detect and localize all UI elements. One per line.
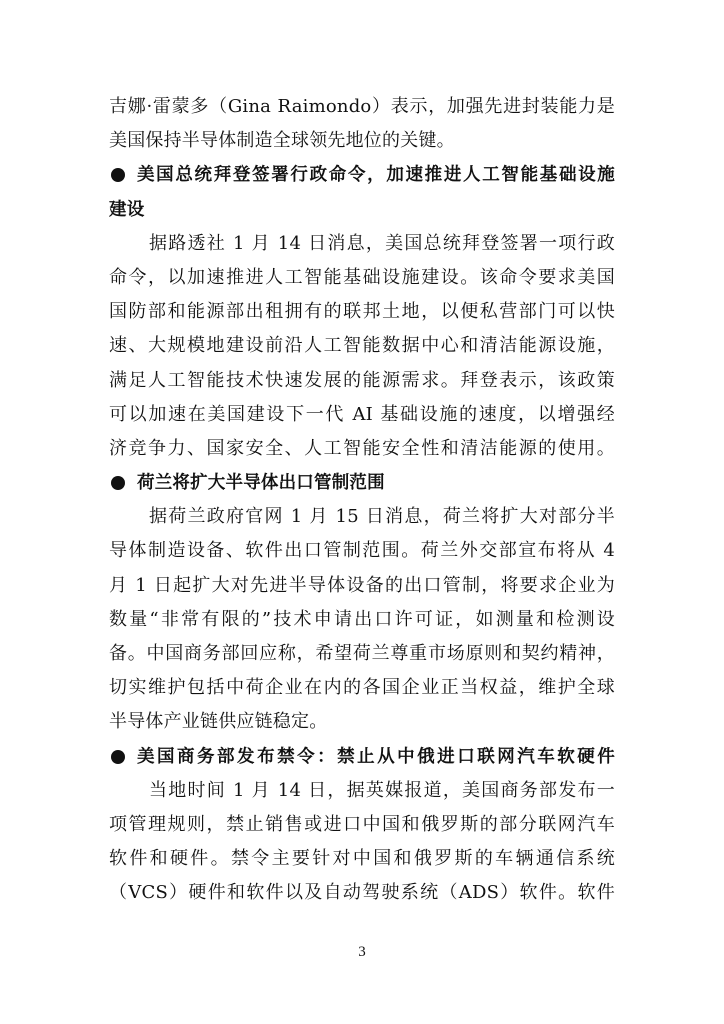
text-line: 数量“非常有限的”技术申请出口许可证，如测量和检测设 [109, 608, 615, 630]
text-line: 据荷兰政府官网 1 月 15 日消息，荷兰将扩大对部分半 [149, 506, 615, 528]
text-line: 美国保持半导体制造全球领先地位的关键。 [109, 130, 455, 152]
section-heading [109, 466, 615, 500]
news-section [109, 740, 615, 911]
section-heading [109, 740, 615, 774]
intro-paragraph [109, 90, 615, 158]
text-line: （VCS）硬件和软件以及自动驾驶系统（ADS）软件。软件 [109, 882, 615, 904]
page-number: 3 [358, 944, 366, 960]
text-line: 月 1 日起扩大对先进半导体设备的出口管制，将要求企业为 [109, 574, 615, 596]
news-section [109, 466, 615, 740]
text-line: 导体制造设备、软件出口管制范围。荷兰外交部宣布将从 4 [109, 540, 615, 562]
text-line: 国防部和能源部出租拥有的联邦土地，以便私营部门可以快 [109, 301, 615, 323]
section-heading-text: 建设 [109, 199, 145, 220]
page-content [109, 90, 615, 911]
text-line: 半导体产业链供应链稳定。 [109, 711, 328, 733]
text-line: 吉娜·雷蒙多（Gina Raimondo）表示，加强先进封装能力是 [109, 96, 615, 117]
text-line: 可以加速在美国建设下一代 AI 基础设施的速度，以增强经 [109, 403, 615, 425]
section-heading-text: 荷兰将扩大半导体出口管制范围 [137, 473, 385, 494]
section-heading [109, 158, 615, 192]
bullet-icon [111, 476, 125, 490]
text-line: 速、大规模地建设前沿人工智能数据中心和清洁能源设施， [109, 335, 615, 357]
section-heading-text: 美国总统拜登签署行政命令，加速推进人工智能基础设施 [137, 165, 615, 186]
news-section [109, 158, 615, 466]
text-line: 命令，以加速推进人工智能基础设施建设。该命令要求美国 [109, 266, 615, 288]
text-line: 满足人工智能技术快速发展的能源需求。拜登表示，该政策 [109, 369, 615, 391]
text-line: 当地时间 1 月 14 日，据英媒报道，美国商务部发布一 [149, 779, 615, 801]
bullet-icon [111, 168, 125, 182]
text-line: 据路透社 1 月 14 日消息，美国总统拜登签署一项行政 [149, 232, 615, 254]
text-line: 备。中国商务部回应称，希望荷兰尊重市场原则和契约精神， [109, 643, 615, 664]
text-line: 切实维护包括中荷企业在内的各国企业正当权益，维护全球 [109, 677, 615, 699]
text-line: 项管理规则，禁止销售或进口中国和俄罗斯的部分联网汽车 [109, 813, 615, 835]
text-line: 济竞争力、国家安全、人工智能安全性和清洁能源的使用。 [109, 437, 615, 459]
bullet-icon [111, 750, 125, 764]
section-heading-text: 美国商务部发布禁令：禁止从中俄进口联网汽车软硬件 [137, 746, 615, 767]
text-line: 软件和硬件。禁令主要针对中国和俄罗斯的车辆通信系统 [109, 848, 615, 870]
